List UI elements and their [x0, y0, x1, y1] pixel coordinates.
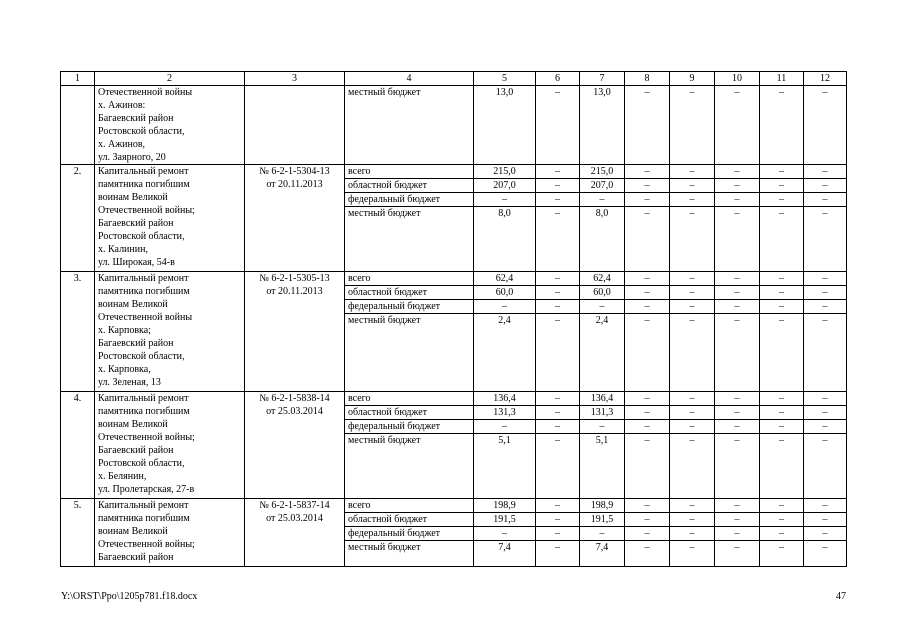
amount-cell: 131,3 [580, 406, 625, 420]
document-line: № 6-2-1-5838-14 [259, 393, 330, 404]
description-line: х. Ажинов, [98, 139, 146, 150]
amount-cell: 198,9 [580, 499, 625, 513]
amount-cell: – [804, 165, 847, 179]
description-line: Отечественной войны [98, 87, 193, 98]
description-line: Отечественной войны; [98, 205, 195, 216]
description-line: Ростовской области, [98, 126, 185, 137]
description-line: ул. Пролетарская, 27-в [98, 484, 195, 495]
budget-source: всего [345, 392, 474, 406]
amount-cell: – [536, 392, 580, 406]
amount-cell: 5,1 [580, 434, 625, 499]
budget-source: местный бюджет [345, 434, 474, 499]
amount-cell: – [580, 420, 625, 434]
amount-cell: – [804, 207, 847, 272]
amount-cell: – [804, 406, 847, 420]
amount-cell: – [760, 86, 804, 165]
description-line: Отечественной войны; [98, 539, 195, 550]
amount-cell: – [715, 286, 760, 300]
amount-cell: – [804, 420, 847, 434]
amount-cell: 13,0 [580, 86, 625, 165]
amount-cell: – [804, 286, 847, 300]
amount-cell: – [536, 300, 580, 314]
column-number: 11 [760, 72, 804, 86]
amount-cell: – [670, 193, 715, 207]
amount-cell: 136,4 [474, 392, 536, 406]
document-line: № 6-2-1-5837-14 [259, 500, 330, 511]
amount-cell: – [760, 207, 804, 272]
amount-cell: – [670, 179, 715, 193]
amount-cell: – [760, 272, 804, 286]
amount-cell: – [474, 300, 536, 314]
amount-cell: – [625, 165, 670, 179]
amount-cell: – [536, 272, 580, 286]
amount-cell: – [474, 420, 536, 434]
amount-cell: – [536, 513, 580, 527]
row-number: 2. [61, 165, 95, 272]
description-line: Капитальный ремонт [98, 500, 189, 511]
amount-cell: 215,0 [580, 165, 625, 179]
document-line: № 6-2-1-5304-13 [259, 166, 330, 177]
amount-cell: – [760, 165, 804, 179]
amount-cell: – [804, 527, 847, 541]
amount-cell: – [536, 207, 580, 272]
amount-cell: – [625, 272, 670, 286]
description-line: Багаевский район [98, 338, 174, 349]
amount-cell: – [670, 165, 715, 179]
document-line: от 25.03.2014 [266, 513, 323, 524]
description-line: х. Белянин, [98, 471, 147, 482]
amount-cell: 60,0 [580, 286, 625, 300]
amount-cell: – [536, 527, 580, 541]
amount-cell: – [670, 207, 715, 272]
column-number: 7 [580, 72, 625, 86]
amount-cell: – [625, 513, 670, 527]
description-line: Багаевский район [98, 445, 174, 456]
amount-cell: 62,4 [474, 272, 536, 286]
amount-cell: – [536, 179, 580, 193]
budget-source: местный бюджет [345, 541, 474, 567]
budget-source: областной бюджет [345, 179, 474, 193]
description-line: памятника погибшим [98, 286, 190, 297]
amount-cell: – [580, 300, 625, 314]
amount-cell: – [715, 527, 760, 541]
description-line: Багаевский район [98, 552, 174, 563]
description-line: х. Ажинов: [98, 100, 146, 111]
column-number: 4 [345, 72, 474, 86]
amount-cell: – [625, 420, 670, 434]
budget-source: всего [345, 499, 474, 513]
amount-cell: – [670, 527, 715, 541]
amount-cell: – [625, 86, 670, 165]
budget-source: федеральный бюджет [345, 420, 474, 434]
amount-cell: – [536, 420, 580, 434]
amount-cell: – [536, 314, 580, 392]
amount-cell: – [804, 86, 847, 165]
amount-cell: – [625, 541, 670, 567]
amount-cell: – [715, 86, 760, 165]
amount-cell: – [536, 286, 580, 300]
amount-cell: – [804, 434, 847, 499]
amount-cell: 60,0 [474, 286, 536, 300]
row-number: 5. [61, 499, 95, 567]
amount-cell: – [715, 434, 760, 499]
amount-cell: – [804, 193, 847, 207]
amount-cell: – [625, 314, 670, 392]
amount-cell: – [760, 513, 804, 527]
amount-cell: – [625, 193, 670, 207]
document-line: от 25.03.2014 [266, 406, 323, 417]
amount-cell: – [670, 434, 715, 499]
column-number: 5 [474, 72, 536, 86]
amount-cell: 8,0 [580, 207, 625, 272]
document-reference [245, 392, 345, 499]
amount-cell: – [804, 541, 847, 567]
amount-cell: – [760, 193, 804, 207]
amount-cell: – [804, 499, 847, 513]
amount-cell: – [670, 392, 715, 406]
amount-cell: – [536, 541, 580, 567]
description-line: Ростовской области, [98, 458, 185, 469]
budget-source: областной бюджет [345, 513, 474, 527]
amount-cell: – [760, 286, 804, 300]
object-description [95, 272, 245, 392]
amount-cell: 207,0 [580, 179, 625, 193]
amount-cell: – [760, 179, 804, 193]
document-line: № 6-2-1-5305-13 [259, 273, 330, 284]
table-row [61, 272, 847, 286]
description-line: памятника погибшим [98, 406, 190, 417]
amount-cell: – [625, 392, 670, 406]
budget-table [60, 71, 847, 567]
document-reference [245, 272, 345, 392]
amount-cell: – [670, 420, 715, 434]
budget-source: федеральный бюджет [345, 193, 474, 207]
description-line: Ростовской области, [98, 351, 185, 362]
amount-cell: – [580, 193, 625, 207]
amount-cell: – [625, 179, 670, 193]
amount-cell: – [625, 434, 670, 499]
description-line: Капитальный ремонт [98, 166, 189, 177]
description-line: Капитальный ремонт [98, 393, 189, 404]
amount-cell: – [715, 272, 760, 286]
column-number: 6 [536, 72, 580, 86]
table-row [61, 86, 847, 165]
amount-cell: – [804, 179, 847, 193]
document-line: от 20.11.2013 [266, 179, 323, 190]
amount-cell: – [670, 499, 715, 513]
amount-cell: – [715, 314, 760, 392]
amount-cell: – [474, 193, 536, 207]
amount-cell: 5,1 [474, 434, 536, 499]
amount-cell: 136,4 [580, 392, 625, 406]
row-number: 4. [61, 392, 95, 499]
amount-cell: – [804, 314, 847, 392]
amount-cell: – [715, 300, 760, 314]
table-row [61, 165, 847, 179]
row-number [61, 86, 95, 165]
amount-cell: 13,0 [474, 86, 536, 165]
description-line: Багаевский район [98, 113, 174, 124]
amount-cell: – [715, 179, 760, 193]
amount-cell: – [715, 392, 760, 406]
description-line: Багаевский район [98, 218, 174, 229]
amount-cell: – [804, 392, 847, 406]
amount-cell: – [670, 86, 715, 165]
amount-cell: 198,9 [474, 499, 536, 513]
amount-cell: 7,4 [580, 541, 625, 567]
description-line: памятника погибшим [98, 513, 190, 524]
description-line: ул. Зеленая, 13 [98, 377, 161, 388]
budget-source: местный бюджет [345, 207, 474, 272]
amount-cell: – [715, 207, 760, 272]
amount-cell: – [670, 513, 715, 527]
amount-cell: – [536, 406, 580, 420]
amount-cell: – [670, 406, 715, 420]
amount-cell: – [760, 499, 804, 513]
description-line: ул. Широкая, 54-в [98, 257, 175, 268]
amount-cell: 191,5 [474, 513, 536, 527]
column-number: 9 [670, 72, 715, 86]
description-line: Ростовской области, [98, 231, 185, 242]
amount-cell: 8,0 [474, 207, 536, 272]
amount-cell: – [474, 527, 536, 541]
amount-cell: – [536, 193, 580, 207]
amount-cell: 62,4 [580, 272, 625, 286]
amount-cell: – [580, 527, 625, 541]
amount-cell: – [625, 499, 670, 513]
amount-cell: 2,4 [474, 314, 536, 392]
amount-cell: – [536, 434, 580, 499]
description-line: Капитальный ремонт [98, 273, 189, 284]
budget-source: областной бюджет [345, 286, 474, 300]
amount-cell: 215,0 [474, 165, 536, 179]
description-line: Отечественной войны; [98, 432, 195, 443]
amount-cell: – [625, 406, 670, 420]
object-description [95, 86, 245, 165]
amount-cell: – [536, 165, 580, 179]
amount-cell: – [670, 272, 715, 286]
budget-source: областной бюджет [345, 406, 474, 420]
page-number: 47 [836, 591, 846, 602]
amount-cell: – [715, 499, 760, 513]
amount-cell: – [715, 406, 760, 420]
description-line: воинам Великой [98, 419, 168, 430]
amount-cell: 131,3 [474, 406, 536, 420]
amount-cell: – [760, 314, 804, 392]
budget-source: местный бюджет [345, 86, 474, 165]
description-line: х. Карповка, [98, 364, 151, 375]
amount-cell: – [804, 300, 847, 314]
column-number: 2 [95, 72, 245, 86]
budget-source: всего [345, 272, 474, 286]
amount-cell: – [625, 300, 670, 314]
amount-cell: – [625, 207, 670, 272]
amount-cell: – [625, 286, 670, 300]
table-row [61, 392, 847, 406]
column-number: 8 [625, 72, 670, 86]
amount-cell: – [715, 193, 760, 207]
amount-cell: – [760, 406, 804, 420]
amount-cell: 7,4 [474, 541, 536, 567]
budget-source: местный бюджет [345, 314, 474, 392]
amount-cell: – [536, 86, 580, 165]
document-reference [245, 499, 345, 567]
amount-cell: 207,0 [474, 179, 536, 193]
document-reference [245, 86, 345, 165]
amount-cell: – [625, 527, 670, 541]
amount-cell: – [670, 541, 715, 567]
description-line: памятника погибшим [98, 179, 190, 190]
column-number-row [61, 72, 847, 86]
description-line: воинам Великой [98, 192, 168, 203]
amount-cell: – [670, 314, 715, 392]
document-line: от 20.11.2013 [266, 286, 323, 297]
column-number: 1 [61, 72, 95, 86]
amount-cell: – [715, 513, 760, 527]
amount-cell: 191,5 [580, 513, 625, 527]
table-row [61, 499, 847, 513]
amount-cell: – [670, 286, 715, 300]
document-reference [245, 165, 345, 272]
budget-source: федеральный бюджет [345, 300, 474, 314]
object-description [95, 499, 245, 567]
amount-cell: – [804, 272, 847, 286]
column-number: 12 [804, 72, 847, 86]
amount-cell: – [670, 300, 715, 314]
column-number: 10 [715, 72, 760, 86]
amount-cell: – [804, 513, 847, 527]
budget-source: федеральный бюджет [345, 527, 474, 541]
amount-cell: – [715, 541, 760, 567]
amount-cell: – [760, 434, 804, 499]
amount-cell: – [715, 165, 760, 179]
amount-cell: – [760, 300, 804, 314]
amount-cell: – [760, 527, 804, 541]
footer-file-path: Y:\ORST\Ppo\1205p781.f18.docx [61, 591, 198, 602]
description-line: воинам Великой [98, 526, 168, 537]
amount-cell: – [760, 541, 804, 567]
description-line: воинам Великой [98, 299, 168, 310]
table-body [61, 72, 847, 567]
column-number: 3 [245, 72, 345, 86]
budget-source: всего [345, 165, 474, 179]
amount-cell: – [536, 499, 580, 513]
object-description [95, 165, 245, 272]
amount-cell: – [715, 420, 760, 434]
amount-cell: 2,4 [580, 314, 625, 392]
object-description [95, 392, 245, 499]
description-line: Отечественной войны [98, 312, 193, 323]
amount-cell: – [760, 420, 804, 434]
row-number: 3. [61, 272, 95, 392]
description-line: ул. Заярного, 20 [98, 152, 166, 163]
description-line: х. Калинин, [98, 244, 148, 255]
amount-cell: – [760, 392, 804, 406]
description-line: х. Карповка; [98, 325, 151, 336]
